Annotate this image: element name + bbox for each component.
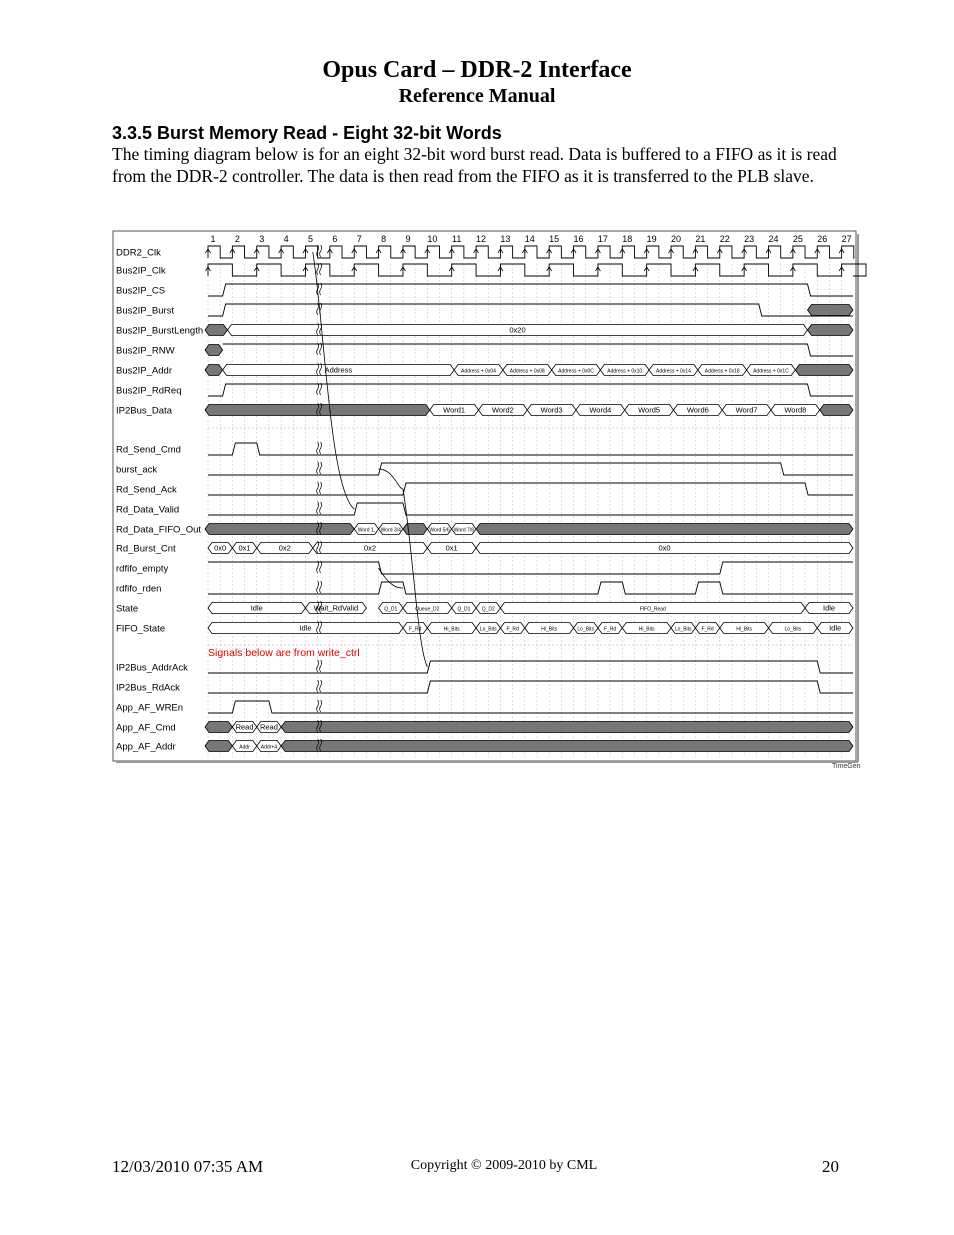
time-break-marker [320,245,322,257]
data-word-label: Word7 [735,405,758,415]
addr-bus-seg-label: Address + 0x0C [558,368,594,375]
burst-cnt-seg-label: 0x0 [214,543,227,553]
af-addr-post [281,741,853,752]
signal-label: Bus2IP_RdReq [116,385,182,397]
time-break-marker [320,561,322,573]
signal-label: rdfifo_empty [116,563,169,575]
signal-label: Bus2IP_Clk [116,265,166,277]
data-word-label: Word2 [491,405,514,415]
time-break-marker [320,660,322,672]
burst-shade [808,305,853,316]
section-paragraph: The timing diagram below is for an eight 32-bit word burst read. Data is buffered to a FIFO as it is read from the DDR-2 controller. The data is then read from the FIFO as it is transferred to the PLB slave. [112,144,837,186]
signal-label: Bus2IP_BurstLength [116,325,204,337]
time-break-marker [320,383,322,395]
fifo-state-seg-label: Lo_Bits [674,626,692,633]
state-seg-label: FIFO_Read [639,606,666,613]
addr-bus-seg-label: Address + 0x08 [509,368,545,375]
cycle-number: 5 [307,234,313,244]
time-break-marker [320,343,322,355]
fifo-out-post [476,524,853,535]
burstlength-pre [205,325,227,336]
time-break-marker [317,561,319,573]
ddr2-clk-wave [208,246,854,258]
cycle-number: 7 [356,234,362,244]
time-break-marker [320,700,322,712]
state-seg-label: Idle [822,603,836,613]
signal-label: Bus2IP_CS [116,285,166,297]
time-break-marker [320,581,322,593]
cycle-number: 20 [671,234,682,244]
cycle-number: 26 [817,234,828,244]
footer-copyright: Copyright © 2009-2010 by CML [410,1158,598,1173]
signal-label: FIFO_State [116,623,166,635]
cycle-number: 12 [476,234,487,244]
rnw-pre [205,345,223,356]
addr-bus-seg-label: Address + 0x04 [461,368,496,375]
cycle-number: 14 [524,234,535,244]
fifo-state-seg-label: F_Rd [409,626,422,633]
cycle-number: 6 [332,234,338,244]
addr-bus-seg-label: Address + 0x18 [704,368,740,375]
fifo-state-seg-label: Hi_Bits [638,626,655,633]
signal-label: State [116,603,139,615]
signal-label: IP2Bus_AddrAck [116,662,188,674]
time-break-marker [320,283,322,295]
cycle-number: 22 [719,234,730,244]
cycle-number: 13 [500,234,511,244]
cycle-number: 15 [549,234,560,244]
addr-bus-seg-label: Address + 0x10 [607,368,643,375]
signal-label: Rd_Burst_Cnt [116,543,176,555]
addr-bus-seg-label: Address + 0x14 [656,368,691,375]
af-cmd-seg-label: Read [259,722,278,732]
fifo-state-seg-label: Hi_Bits [736,626,753,633]
fifo-state-seg-label: Lo_Bits [479,626,497,633]
fifo-out-w2-label: Word 3/4 [380,527,401,534]
footer-date: 12/03/2010 07:35 AM [112,1157,264,1176]
fifo-state-seg-label: Idle [299,623,312,633]
signal-label: Bus2IP_Addr [116,365,172,377]
cycle-number: 11 [452,234,462,244]
burst-cnt-seg-label: 0x0 [658,543,671,553]
state-seg-label: Wait_RdValid [313,603,359,613]
causality-arrow [313,252,354,509]
data-word-label: Word3 [540,405,563,415]
fifo-out-w1-label: Word 1, [357,527,376,534]
burstlength-post [808,325,853,336]
data-word-label: Word1 [443,405,466,415]
fifo-state-seg-label: F_Rd [701,626,714,633]
af-cmd-seg-label: Read [235,722,254,732]
write-ctrl-note: Signals below are from write_ctrl [208,647,360,659]
af-cmd-post [281,722,853,733]
burst-cnt-seg-label: 0x1 [238,543,251,553]
timing-diagram [112,230,868,770]
signal-label: IP2Bus_RdAck [116,682,180,694]
fifo-out-mid [403,524,427,535]
state-seg-label: Queue_D2 [415,606,440,613]
document-title: Opus Card – DDR-2 Interface [322,57,632,83]
signal-label: App_AF_Addr [116,741,176,753]
cycle-number: 21 [695,234,706,244]
fifo-state-seg-label: Hi_Bits [443,626,460,633]
cycle-number: 4 [283,234,289,244]
signal-label: Bus2IP_RNW [116,345,175,357]
signal-label: Rd_Send_Ack [116,484,177,496]
addr-bus-seg-label: Address + 0x1C [753,368,789,375]
fifo-state-seg-label: F_Rd [506,626,519,633]
af-addr-seg-label: Addr [239,744,250,751]
af-addr-pre [205,741,232,752]
signal-label: IP2Bus_Data [116,405,172,417]
signal-label: Rd_Send_Cmd [116,444,181,456]
cycle-number: 27 [841,234,852,244]
time-break-marker [320,482,322,494]
document-subtitle: Reference Manual [398,85,556,107]
cycle-number: 24 [768,234,779,244]
cycle-number: 2 [234,234,240,244]
af-addr-seg-label: Addr+4 [260,744,278,751]
fifo-state-seg-label: Lo_Bits [784,626,802,633]
ip2bus-addrack-wave [208,661,853,673]
time-break-marker [320,680,322,692]
ip2bus-rdack-wave [208,681,853,693]
burst-cnt-seg-label: 0x2 [278,543,291,553]
data-post [820,405,853,416]
time-break-marker [317,581,319,593]
state-seg-label: Q_D1 [457,606,471,613]
signal-label: App_AF_WREn [116,702,184,714]
fifo-out-pre [205,524,354,535]
addr-bus-label: Address [324,365,353,375]
cycle-number: 16 [573,234,584,244]
cycle-number: 9 [405,234,411,244]
cycle-number: 3 [259,234,265,244]
burst-cnt-seg-label: 0x1 [445,543,458,553]
fifo-state-seg-label: Lo_Bits [577,626,595,633]
app-af-wren-wave [208,701,853,713]
time-break-marker [320,462,322,474]
signal-label: Rd_Data_FIFO_Out [116,524,202,536]
page-number: 20 [822,1157,839,1176]
time-break-marker [320,502,322,514]
cycle-number: 17 [597,234,608,244]
signal-label: Bus2IP_Burst [116,305,175,317]
fifo-out-w3-label: Word 5/6 [429,527,450,534]
data-word-label: Word6 [686,405,709,415]
fifo-state-seg-label: Hi_Bits [541,626,558,633]
signal-label: App_AF_Cmd [116,722,176,734]
fifo-state-seg-label: F_Rd [603,626,617,633]
state-seg-label: Q_D2 [481,606,495,613]
timegen-label: TimeGen [832,763,861,770]
state-seg-label: Q_D1 [384,606,398,613]
fifo-state-seg-label: Idle [829,623,842,633]
burst-cnt-seg-label: 0x2 [364,543,377,553]
cycle-number: 8 [381,234,387,244]
cycle-number: 10 [427,234,438,244]
af-cmd-pre [205,722,232,733]
data-word-label: Word4 [589,405,612,415]
signal-label: rdfifo_rden [116,583,162,595]
addr-pre [205,365,223,376]
cycle-number: 18 [622,234,633,244]
cycle-number: 25 [792,234,803,244]
signal-label: burst_ack [116,464,158,476]
cycle-number: 1 [210,234,216,244]
burstlength-bus-label: 0x20 [509,325,526,335]
cycle-number: 23 [744,234,755,244]
time-break-marker [320,263,322,275]
section-heading: 3.3.5 Burst Memory Read - Eight 32-bit Words [112,123,502,143]
state-seg-label: Idle [250,603,263,613]
cycle-number: 19 [646,234,657,244]
data-word-label: Word5 [638,405,661,415]
signal-label: DDR2_Clk [116,247,161,259]
fifo-out-w4-label: Word 7/8 [453,527,474,534]
data-word-label: Word8 [784,405,807,415]
addr-post [795,365,853,376]
time-break-marker [320,442,322,454]
signal-label: Rd_Data_Valid [116,504,180,516]
